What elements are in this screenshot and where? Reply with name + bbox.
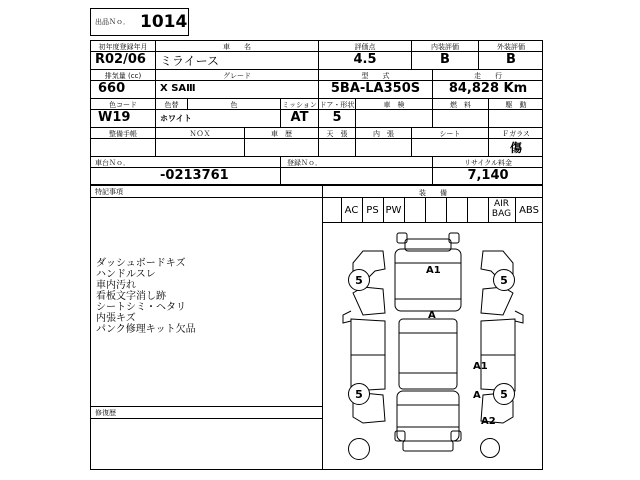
grade: X SAⅢ <box>160 83 196 94</box>
score-label: 評価点 <box>354 43 376 51</box>
damage-mark: A <box>473 390 481 401</box>
drive-label: 駆 動 <box>505 101 527 109</box>
color-label: 色 <box>230 101 238 109</box>
exterior-label: 外装評価 <box>497 43 525 51</box>
car-name: ミライース <box>160 54 220 68</box>
car-damage-diagram <box>323 223 543 470</box>
door-count: 5 <box>332 110 342 125</box>
history-label: 車 歴 <box>271 130 292 138</box>
tire-marker <box>480 438 500 458</box>
evaluation-score: 4.5 <box>353 52 377 67</box>
note-item: シートシミ・ヘタリ <box>96 302 186 313</box>
lot-number-label: 出品Ｎｏ． <box>95 18 130 26</box>
color-change-label: 色替 <box>164 101 179 109</box>
note-item: パンク修理キット欠品 <box>96 324 196 335</box>
tire-front-left: 5 <box>348 269 370 291</box>
interior-grade: B <box>440 52 450 67</box>
note-item: ダッシュボードキズ <box>96 258 186 269</box>
first-registration: R02/06 <box>95 52 146 67</box>
door-label: ドア・形状 <box>319 101 355 109</box>
interior-label: 内装評価 <box>431 43 459 51</box>
displacement-label: 排気量 (cc) <box>104 72 142 80</box>
mission-label: ミッション <box>282 101 317 109</box>
repair-history-label: 修復歴 <box>95 409 116 417</box>
mission: AT <box>290 110 309 125</box>
recycle-fee: 7,140 <box>467 168 509 183</box>
seat-label: シート <box>439 130 461 138</box>
equipment-label: 装 備 <box>419 189 447 197</box>
equipment-airbag: AIR BAG <box>491 199 512 219</box>
color-code: W19 <box>98 110 131 125</box>
tire-rear-right: 5 <box>493 383 515 405</box>
color: ホワイト <box>160 114 192 123</box>
fuel-label: 燃 料 <box>450 101 471 109</box>
damage-mark: A2 <box>481 416 496 427</box>
spare-tire <box>348 438 370 460</box>
equipment-abs: ABS <box>519 205 539 216</box>
chassis-label: 車台Ｎｏ． <box>95 159 130 167</box>
equipment-ac: AC <box>344 205 359 216</box>
note-item: ハンドルスレ <box>96 269 156 280</box>
front-glass-status: 傷 <box>510 141 523 155</box>
damage-mark: A1 <box>473 361 488 372</box>
year-label: 初年度登録年月 <box>98 43 148 51</box>
exterior-grade: B <box>506 52 516 67</box>
note-item: 内張キズ <box>96 313 136 324</box>
recycle-label: リサイクル料金 <box>463 159 513 167</box>
note-item: 看板文字消し跡 <box>96 291 166 302</box>
note-item: 車内汚れ <box>96 280 136 291</box>
equipment-pw: PW <box>385 205 402 216</box>
chassis-number: -0213761 <box>160 168 229 183</box>
inspection-label: 車 検 <box>383 101 405 109</box>
nox-label: ＮＯＸ <box>189 130 211 138</box>
color-code-label: 色コード <box>109 101 137 109</box>
tire-front-right: 5 <box>493 269 515 291</box>
tire-rear-left: 5 <box>348 383 370 405</box>
maintenance-label: 整備手帳 <box>109 130 137 138</box>
damage-mark: A <box>428 310 436 321</box>
upholstery-label: 内 張 <box>373 130 394 138</box>
notes-list <box>96 258 196 335</box>
roof-lining-label: 天 張 <box>326 130 348 138</box>
front-glass-label: Ｆガラス <box>502 130 530 138</box>
damage-mark: A1 <box>426 265 441 276</box>
car-name-label: 車 名 <box>223 43 251 51</box>
model-label: 型 式 <box>361 72 390 80</box>
displacement: 660 <box>98 81 126 96</box>
model-code: 5BA-LA350S <box>330 81 421 96</box>
grade-label: グレード <box>223 72 251 80</box>
mileage-label: 走 行 <box>474 72 502 80</box>
registration-label: 登録Ｎｏ． <box>287 159 322 167</box>
mileage: 84,828 Km <box>448 81 528 96</box>
equipment-ps: PS <box>366 205 379 216</box>
notes-label: 特記事項 <box>95 188 123 196</box>
lot-number: 1014 <box>140 12 188 32</box>
